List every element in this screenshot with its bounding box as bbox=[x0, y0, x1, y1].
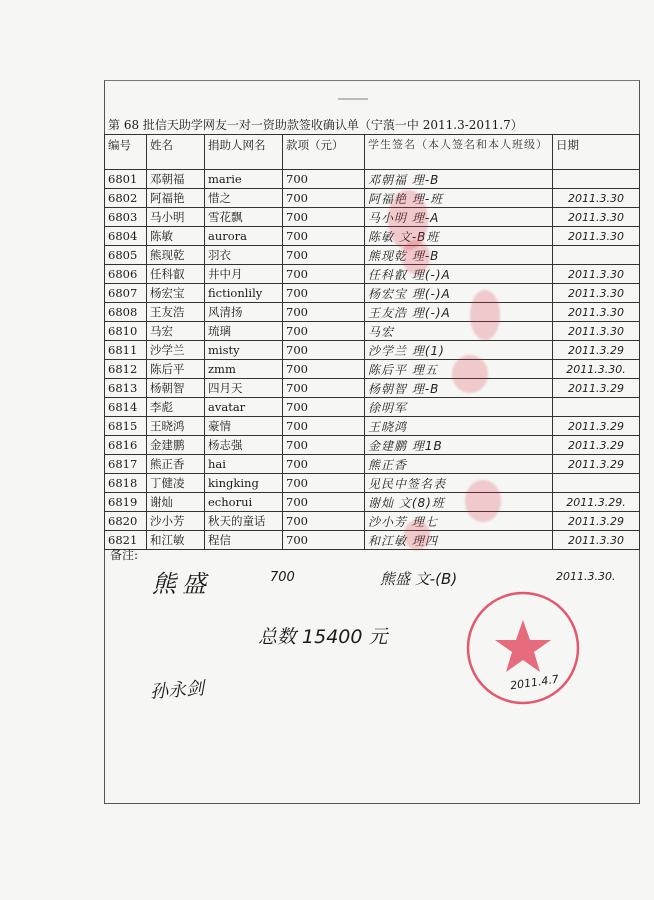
table-row bbox=[105, 303, 640, 322]
cell-amount: 700 bbox=[283, 284, 365, 303]
cell-donor: 豪情 bbox=[205, 417, 283, 436]
cell-date: 2011.3.29 bbox=[553, 379, 640, 398]
cell-id: 6805 bbox=[105, 246, 147, 265]
cell-donor: aurora bbox=[205, 227, 283, 246]
cell-date: 2011.3.29 bbox=[553, 455, 640, 474]
cell-name: 陈后平 bbox=[147, 360, 205, 379]
cell-amount: 700 bbox=[283, 246, 365, 265]
cell-id: 6804 bbox=[105, 227, 147, 246]
notes-label: 备注: bbox=[110, 548, 139, 562]
table-row bbox=[105, 322, 640, 341]
cell-signature: 沙小芳 理七 bbox=[365, 512, 553, 531]
cell-signature: 陈后平 理五 bbox=[365, 360, 553, 379]
table-row bbox=[105, 512, 640, 531]
table-row bbox=[105, 360, 640, 379]
table-row bbox=[105, 493, 640, 512]
cell-date bbox=[553, 474, 640, 493]
cell-donor: 秋天的童话 bbox=[205, 512, 283, 531]
extra-amount-handwriting: 700 bbox=[270, 570, 295, 585]
cell-name: 金建鹏 bbox=[147, 436, 205, 455]
cell-name: 沙学兰 bbox=[147, 341, 205, 360]
cell-amount: 700 bbox=[283, 189, 365, 208]
cell-donor: fictionlily bbox=[205, 284, 283, 303]
cell-donor: misty bbox=[205, 341, 283, 360]
table-row bbox=[105, 398, 640, 417]
cell-signature: 徐明军 bbox=[365, 398, 553, 417]
cell-id: 6807 bbox=[105, 284, 147, 303]
table-row bbox=[105, 246, 640, 265]
table-row bbox=[105, 208, 640, 227]
cell-name: 王友浩 bbox=[147, 303, 205, 322]
cell-name: 杨宏宝 bbox=[147, 284, 205, 303]
cell-amount: 700 bbox=[283, 493, 365, 512]
cell-signature: 见民中签名表 bbox=[365, 474, 553, 493]
cell-date: 2011.3.30 bbox=[553, 322, 640, 341]
cell-donor: zmm bbox=[205, 360, 283, 379]
fingerprint-mark bbox=[404, 520, 430, 550]
cell-amount: 700 bbox=[283, 208, 365, 227]
cell-donor: echorui bbox=[205, 493, 283, 512]
cell-name: 杨朝智 bbox=[147, 379, 205, 398]
cell-name: 沙小芳 bbox=[147, 512, 205, 531]
cell-date: 2011.3.30 bbox=[553, 227, 640, 246]
cell-name: 马小明 bbox=[147, 208, 205, 227]
cell-id: 6814 bbox=[105, 398, 147, 417]
cell-donor: 四月天 bbox=[205, 379, 283, 398]
col-header-donor: 捐助人网名 bbox=[205, 135, 283, 170]
cell-amount: 700 bbox=[283, 360, 365, 379]
cell-amount: 700 bbox=[283, 512, 365, 531]
cell-id: 6812 bbox=[105, 360, 147, 379]
cell-signature: 王友浩 理(-)A bbox=[365, 303, 553, 322]
cell-signature: 沙学兰 理(1) bbox=[365, 341, 553, 360]
cell-donor: 井中月 bbox=[205, 265, 283, 284]
cell-name: 熊正香 bbox=[147, 455, 205, 474]
fingerprint-mark bbox=[465, 480, 501, 522]
col-header-id: 编号 bbox=[105, 135, 147, 170]
cell-date bbox=[553, 398, 640, 417]
cell-donor: 雪花飘 bbox=[205, 208, 283, 227]
cell-date: 2011.3.29 bbox=[553, 512, 640, 531]
cell-amount: 700 bbox=[283, 265, 365, 284]
cell-id: 6817 bbox=[105, 455, 147, 474]
cell-amount: 700 bbox=[283, 474, 365, 493]
table-header-row bbox=[105, 135, 640, 170]
cell-donor: 羽衣 bbox=[205, 246, 283, 265]
col-header-signature: 学生签名（本人签名和本人班级） bbox=[365, 135, 553, 170]
cell-name: 邓朝福 bbox=[147, 170, 205, 189]
cell-amount: 700 bbox=[283, 436, 365, 455]
extra-name-handwriting: 熊盛 bbox=[152, 570, 212, 598]
cell-donor: 风清扬 bbox=[205, 303, 283, 322]
cell-name: 任科叡 bbox=[147, 265, 205, 284]
cell-signature: 马宏 bbox=[365, 322, 553, 341]
cell-donor: 杨志强 bbox=[205, 436, 283, 455]
cell-date: 2011.3.30. bbox=[553, 360, 640, 379]
col-header-date: 日期 bbox=[553, 135, 640, 170]
cell-signature: 邓朝福 理-B bbox=[365, 170, 553, 189]
cell-id: 6818 bbox=[105, 474, 147, 493]
cell-donor: 程信 bbox=[205, 531, 283, 550]
cell-date: 2011.3.30 bbox=[553, 208, 640, 227]
cell-name: 陈敏 bbox=[147, 227, 205, 246]
col-header-name: 姓名 bbox=[147, 135, 205, 170]
extra-date-handwriting: 2011.3.30. bbox=[556, 570, 616, 583]
seal-date-handwriting: 2011.4.7 bbox=[509, 672, 560, 693]
table-row bbox=[105, 379, 640, 398]
cell-id: 6813 bbox=[105, 379, 147, 398]
cell-name: 和江敏 bbox=[147, 531, 205, 550]
cell-donor: marie bbox=[205, 170, 283, 189]
cell-name: 王晓鸿 bbox=[147, 417, 205, 436]
cell-id: 6816 bbox=[105, 436, 147, 455]
cell-name: 李彪 bbox=[147, 398, 205, 417]
cell-signature: 任科叡 理(-)A bbox=[365, 265, 553, 284]
cell-signature: 熊现乾 理-B bbox=[365, 246, 553, 265]
cell-amount: 700 bbox=[283, 398, 365, 417]
cell-donor: avatar bbox=[205, 398, 283, 417]
cell-id: 6801 bbox=[105, 170, 147, 189]
cell-signature: 熊正香 bbox=[365, 455, 553, 474]
cell-signature: 王晓鸿 bbox=[365, 417, 553, 436]
cell-amount: 700 bbox=[283, 455, 365, 474]
cell-signature: 金建鹏 理1B bbox=[365, 436, 553, 455]
cell-name: 马宏 bbox=[147, 322, 205, 341]
table-row bbox=[105, 417, 640, 436]
cell-date bbox=[553, 170, 640, 189]
cell-id: 6820 bbox=[105, 512, 147, 531]
cell-date: 2011.3.29 bbox=[553, 341, 640, 360]
cell-date: 2011.3.30 bbox=[553, 284, 640, 303]
total-handwriting: 总数 15400 元 bbox=[258, 626, 388, 648]
cell-date: 2011.3.29 bbox=[553, 436, 640, 455]
cell-id: 6819 bbox=[105, 493, 147, 512]
cell-amount: 700 bbox=[283, 303, 365, 322]
cell-id: 6803 bbox=[105, 208, 147, 227]
fingerprint-mark bbox=[470, 290, 500, 340]
cell-signature: 杨朝智 理-B bbox=[365, 379, 553, 398]
cell-name: 丁健凌 bbox=[147, 474, 205, 493]
cell-id: 6806 bbox=[105, 265, 147, 284]
cell-amount: 700 bbox=[283, 322, 365, 341]
cell-signature: 马小明 理-A bbox=[365, 208, 553, 227]
cell-id: 6821 bbox=[105, 531, 147, 550]
cell-date: 2011.3.29 bbox=[553, 417, 640, 436]
table-row bbox=[105, 531, 640, 550]
table-row bbox=[105, 265, 640, 284]
cell-amount: 700 bbox=[283, 341, 365, 360]
table-row bbox=[105, 227, 640, 246]
cell-id: 6802 bbox=[105, 189, 147, 208]
table-row bbox=[105, 341, 640, 360]
cell-amount: 700 bbox=[283, 170, 365, 189]
fingerprint-mark bbox=[452, 355, 488, 393]
table-row bbox=[105, 189, 640, 208]
receipt-table-wrap bbox=[104, 134, 639, 550]
table-row bbox=[105, 170, 640, 189]
cell-name: 谢灿 bbox=[147, 493, 205, 512]
cell-signature: 阿福艳 理-班 bbox=[365, 189, 553, 208]
cell-date: 2011.3.30 bbox=[553, 265, 640, 284]
cell-donor: 琉璃 bbox=[205, 322, 283, 341]
cell-signature: 杨宏宝 理(-)A bbox=[365, 284, 553, 303]
cell-signature: 和江敏 理四 bbox=[365, 531, 553, 550]
cell-name: 熊现乾 bbox=[147, 246, 205, 265]
cell-donor: kingking bbox=[205, 474, 283, 493]
cell-id: 6815 bbox=[105, 417, 147, 436]
cell-date: 2011.3.30 bbox=[553, 531, 640, 550]
cell-amount: 700 bbox=[283, 531, 365, 550]
handler-signature: 孙永剑 bbox=[149, 678, 205, 703]
cell-date: 2011.3.29. bbox=[553, 493, 640, 512]
cell-amount: 700 bbox=[283, 227, 365, 246]
fingerprint-mark bbox=[402, 240, 430, 274]
cell-id: 6808 bbox=[105, 303, 147, 322]
cell-date: 2011.3.30 bbox=[553, 303, 640, 322]
cell-id: 6810 bbox=[105, 322, 147, 341]
cell-signature: 陈敏 文-B班 bbox=[365, 227, 553, 246]
cell-amount: 700 bbox=[283, 379, 365, 398]
form-title: 第 68 批信天助学网友一对一资助款签收确认单（宁蒗一中 2011.3-2011.7） bbox=[108, 118, 523, 132]
extra-signature-handwriting: 熊盛 文-(B) bbox=[380, 570, 458, 588]
cell-amount: 700 bbox=[283, 417, 365, 436]
receipt-table bbox=[104, 134, 640, 550]
cell-donor: hai bbox=[205, 455, 283, 474]
cell-date: 2011.3.30 bbox=[553, 189, 640, 208]
cell-name: 阿福艳 bbox=[147, 189, 205, 208]
table-row bbox=[105, 436, 640, 455]
table-row bbox=[105, 474, 640, 493]
col-header-amount: 款项（元） bbox=[283, 135, 365, 170]
table-row bbox=[105, 455, 640, 474]
cell-id: 6811 bbox=[105, 341, 147, 360]
table-row bbox=[105, 284, 640, 303]
cell-signature: 谢灿 文(8)班 bbox=[365, 493, 553, 512]
cell-date bbox=[553, 246, 640, 265]
cell-donor: 惜之 bbox=[205, 189, 283, 208]
